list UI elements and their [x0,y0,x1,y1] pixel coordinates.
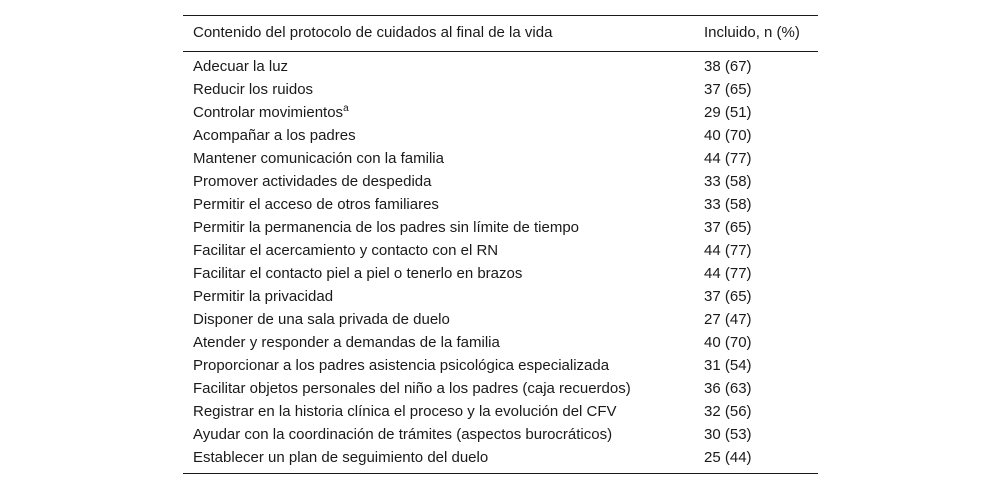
table-row [183,446,818,474]
row-label: Reducir los ruidos [193,81,314,98]
row-value: 30 (53) [704,426,752,443]
protocol-table-container [183,15,818,474]
header-row [183,16,818,52]
row-label-cell [183,285,704,308]
table-row [183,147,818,170]
row-label-cell [183,147,704,170]
row-label: Permitir el acceso de otros familiares [193,196,439,213]
table-row [183,170,818,193]
row-label-cell [183,78,704,101]
row-value: 37 (65) [704,81,752,98]
row-label-cell [183,262,704,285]
table-row [183,239,818,262]
row-label: Controlar movimientos [193,104,344,121]
header-included: Incluido, n (%) [704,24,800,41]
table-row [183,331,818,354]
table-row [183,193,818,216]
row-label-cell [183,308,704,331]
row-label-cell [183,193,704,216]
row-label-cell [183,124,704,147]
table-row [183,216,818,239]
protocol-contents-table [183,15,818,474]
row-value: 40 (70) [704,127,752,144]
table-row [183,124,818,147]
row-label-cell [183,400,704,423]
row-label: Facilitar objetos personales del niño a los padres (caja recuerdos) [193,380,631,397]
row-value: 32 (56) [704,403,752,420]
table-row [183,52,818,79]
row-value: 40 (70) [704,334,752,351]
row-value: 36 (63) [704,380,752,397]
table-row [183,423,818,446]
row-label-cell [183,446,704,474]
row-label: Permitir la permanencia de los padres sin límite de tiempo [193,219,580,236]
row-value: 27 (47) [704,311,752,328]
table-row [183,78,818,101]
footnote-marker: a [343,103,349,114]
row-label-cell [183,423,704,446]
row-label: Proporcionar a los padres asistencia psicológica especializada [193,357,610,374]
table-row [183,285,818,308]
row-label-cell [183,52,704,79]
row-value: 37 (65) [704,288,752,305]
row-value: 44 (77) [704,265,752,282]
row-value: 44 (77) [704,150,752,167]
row-label-cell [183,239,704,262]
table-header [183,16,818,52]
row-label-cell [183,101,704,124]
header-content: Contenido del protocolo de cuidados al final de la vida [193,24,553,41]
row-value: 31 (54) [704,357,752,374]
row-label-cell [183,216,704,239]
row-label: Facilitar el acercamiento y contacto con el RN [193,242,499,259]
row-label: Establecer un plan de seguimiento del duelo [193,449,489,466]
row-label: Promover actividades de despedida [193,173,432,190]
row-value: 25 (44) [704,449,752,466]
row-label: Registrar en la historia clínica el proceso y la evolución del CFV [193,403,617,420]
row-label: Atender y responder a demandas de la familia [193,334,500,351]
table-row [183,400,818,423]
row-label-cell [183,331,704,354]
row-label-cell [183,354,704,377]
row-label-cell [183,377,704,400]
row-value: 33 (58) [704,196,752,213]
row-label: Facilitar el contacto piel a piel o tenerlo en brazos [193,265,523,282]
row-value: 37 (65) [704,219,752,236]
row-label: Adecuar la luz [193,58,289,75]
row-label: Disponer de una sala privada de duelo [193,311,450,328]
table-row [183,308,818,331]
row-label: Permitir la privacidad [193,288,334,305]
row-label-cell [183,170,704,193]
row-label: Ayudar con la coordinación de trámites (aspectos burocráticos) [193,426,613,443]
row-value: 38 (67) [704,58,752,75]
row-label: Acompañar a los padres [193,127,356,144]
row-label: Mantener comunicación con la familia [193,150,444,167]
table-row [183,354,818,377]
table-row [183,262,818,285]
table-row [183,377,818,400]
row-value: 33 (58) [704,173,752,190]
table-row [183,101,818,124]
row-value: 29 (51) [704,104,752,121]
table-body [183,52,818,474]
row-value: 44 (77) [704,242,752,259]
